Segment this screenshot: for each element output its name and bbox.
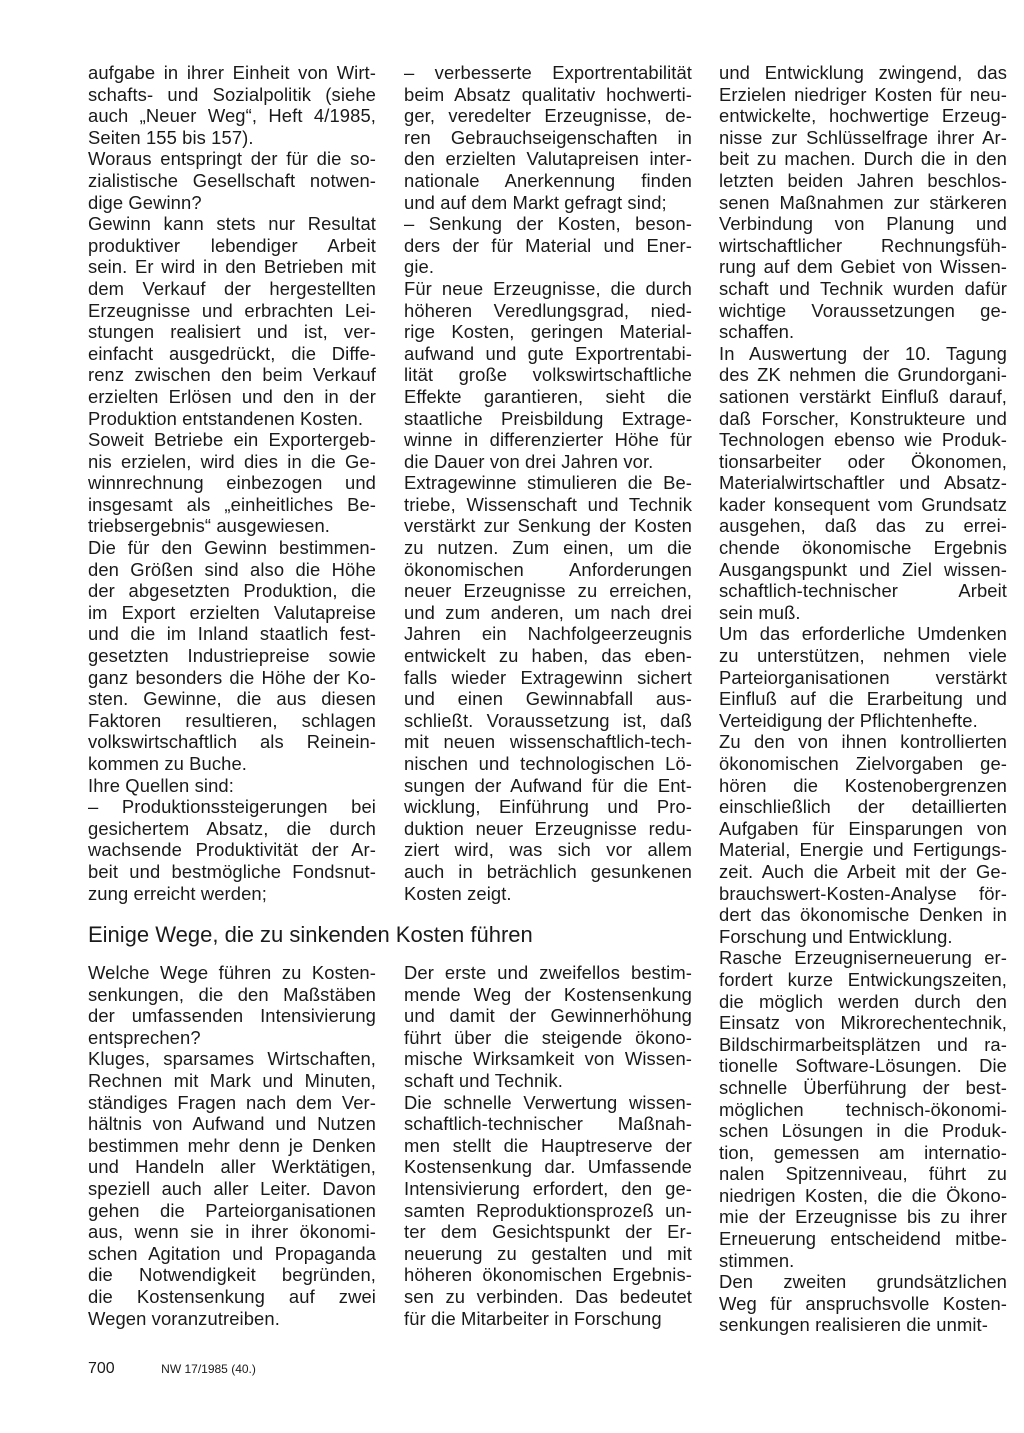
text-line: sen zu verbinden. Das bedeutet xyxy=(404,1285,692,1307)
text-line: hältnis von Aufwand und Nutzen xyxy=(88,1113,376,1135)
text-line: Einfluß auf die Erarbeitung und xyxy=(719,688,1007,710)
text-line: und zum anderen, um nach drei xyxy=(404,601,692,623)
text-line: duktion neuer Erzeugnisse redu- xyxy=(404,817,692,839)
text-line: Zu den von ihnen kontrollierten xyxy=(719,731,1007,753)
text-line: höheren Veredlungsgrad, nied- xyxy=(404,299,692,321)
text-line: Die schnelle Verwertung wissen- xyxy=(404,1091,692,1113)
text-line: beit zu machen. Durch die in den xyxy=(719,148,1007,170)
text-line: Soweit Betriebe ein Exportergeb- xyxy=(88,429,376,451)
text-line: ökonomischen Zielvorgaben ge- xyxy=(719,753,1007,774)
text-line: nischen und technologischen Lö- xyxy=(404,753,692,774)
text-line: erzielten Erlösen und den in der xyxy=(88,385,376,407)
text-line: der abgesetzten Produktion, die xyxy=(88,580,376,602)
text-line: ziert wird, was sich vor allem xyxy=(404,839,692,861)
text-line: Kosten zeigt. xyxy=(404,882,512,904)
text-line: senen Maßnahmen zur stärkeren xyxy=(719,191,1007,213)
text-line: fordert kurze Entwickungszeiten, xyxy=(719,968,1007,990)
text-line: triebe, Wissenschaft und Technik xyxy=(404,493,692,515)
text-line: ders der für Material und Ener- xyxy=(404,234,692,256)
text-line: neuer Erzeugnisse zu erreichen, xyxy=(404,580,692,602)
text-line: wachsende Produktivität der Ar- xyxy=(88,839,376,861)
text-line: schaftlich-technischer Maßnah- xyxy=(404,1113,692,1135)
text-line: und Entwicklung zwingend, das xyxy=(719,62,1007,83)
text-line: Seiten 155 bis 157). xyxy=(88,126,254,148)
text-line: sungen der Aufwand für die Ent- xyxy=(404,774,692,796)
text-line: Intensivierung erfordert, den ge- xyxy=(404,1177,692,1199)
text-line: triebsergebnis“ ausgewiesen. xyxy=(88,515,331,537)
text-line: produktiver lebendiger Arbeit xyxy=(88,234,376,256)
text-line: für die Mitarbeiter in Forschung xyxy=(404,1307,662,1329)
text-line: zu nutzen. Zum einen, um die xyxy=(404,537,692,559)
text-line: dem Verkauf der hergestellten xyxy=(88,277,376,299)
text-column-4 xyxy=(88,962,376,1329)
text-line: entsprechen? xyxy=(88,1026,201,1048)
text-line: einfacht ausgedrückt, die Diffe- xyxy=(88,342,376,364)
text-line: rige Kosten, geringen Material- xyxy=(404,321,692,343)
text-line: nisse zur Schlüsselfrage ihrer Ar- xyxy=(719,126,1007,148)
text-line: auch „Neuer Weg“, Heft 4/1985, xyxy=(88,105,376,127)
text-line: im Export erzielten Valutapreise xyxy=(88,601,376,623)
text-line: verstärkt zur Senkung der Kosten xyxy=(404,515,692,537)
text-line: entwickelte, hochwertige Erzeug- xyxy=(719,105,1007,127)
text-line: Kluges, sparsames Wirtschaften, xyxy=(88,1048,376,1070)
text-line: falls wieder Extragewinn sichert xyxy=(404,666,692,688)
text-line: staatliche Preisbildung Extrage- xyxy=(404,407,692,429)
text-line: wichtige Voraussetzungen ge- xyxy=(719,299,1007,321)
text-line: niedrigen Kosten, die die Ökono- xyxy=(719,1184,1007,1206)
text-line: zialistische Gesellschaft notwen- xyxy=(88,169,376,191)
text-line: Materialwirtschaftler und Absatz- xyxy=(719,472,1007,494)
text-line: stimmen. xyxy=(719,1249,795,1271)
text-line: Für neue Erzeugnisse, die durch xyxy=(404,277,692,299)
text-line: ger, veredelter Erzeugnisse, de- xyxy=(404,105,692,127)
text-line: Bildschirmarbeitsplätzen und ra- xyxy=(719,1033,1007,1055)
text-line: Gewinn kann stets nur Resultat xyxy=(88,213,376,235)
text-line: renz zwischen den beim Verkauf xyxy=(88,364,376,386)
text-line: Den zweiten grundsätzlichen xyxy=(719,1271,1007,1293)
text-line: In Auswertung der 10. Tagung xyxy=(719,342,1007,364)
text-line: schaftlich-technischer Arbeit xyxy=(719,580,1007,602)
text-line: – Senkung der Kosten, beson- xyxy=(404,213,692,235)
text-line: lität große volkswirtschaftliche xyxy=(404,364,692,386)
text-line: Effekte garantieren, sieht die xyxy=(404,385,692,407)
text-line: beim Absatz qualitativ hochwerti- xyxy=(404,83,692,105)
text-line: Wegen voranzutreiben. xyxy=(88,1307,280,1329)
text-line: ren Gebrauchseigenschaften in xyxy=(404,126,692,148)
text-line: und einen Gewinnabfall aus- xyxy=(404,688,692,710)
text-line: führt über die steigende ökono- xyxy=(404,1026,692,1048)
text-line: senkungen realisieren die unmit- xyxy=(719,1314,988,1336)
text-line: zu unterstützen, nehmen viele xyxy=(719,645,1007,667)
text-line: – Produktionssteigerungen bei xyxy=(88,796,376,818)
text-column-5 xyxy=(404,962,692,1329)
text-line: den Größen sind also die Höhe xyxy=(88,558,376,580)
text-line: schnelle Überführung der best- xyxy=(719,1076,1007,1098)
text-line: Erzeugnisse und erbrachten Lei- xyxy=(88,299,376,321)
text-line: winnrechnung einbezogen und xyxy=(88,472,376,494)
text-column-3 xyxy=(719,62,1007,1336)
text-line: Erzielen niedriger Kosten für neu- xyxy=(719,83,1007,105)
text-line: ökonomischen Anforderungen xyxy=(404,558,692,580)
text-line: ganz besonders die Höhe der Ko- xyxy=(88,666,376,688)
text-line: auch in beträchlich gesunkenen xyxy=(404,860,692,882)
text-line: des ZK nehmen die Grundorgani- xyxy=(719,364,1007,386)
text-line: winne in differenzierter Höhe für xyxy=(404,429,692,451)
page-number: 700 xyxy=(88,1360,115,1377)
text-line: Einsatz von Mikrorechentechnik, xyxy=(719,1012,1007,1034)
text-line: aufgabe in ihrer Einheit von Wirt- xyxy=(88,62,376,83)
text-column-1 xyxy=(88,62,376,904)
text-line: sten. Gewinne, die aus diesen xyxy=(88,688,376,710)
text-line: kommen zu Buche. xyxy=(88,753,248,774)
text-line: beit und bestmögliche Fondsnut- xyxy=(88,860,376,882)
text-line: Welche Wege führen zu Kosten- xyxy=(88,962,376,983)
text-line: sationen verstärkt Einfluß darauf, xyxy=(719,385,1007,407)
text-line: gehen die Parteiorganisationen xyxy=(88,1199,376,1221)
text-line: entwickelt zu haben, das eben- xyxy=(404,645,692,667)
text-line: Rasche Erzeugniserneuerung er- xyxy=(719,947,1007,969)
text-line: Woraus entspringt der für die so- xyxy=(88,148,376,170)
text-line: Material, Energie und Fertigungs- xyxy=(719,839,1007,861)
text-line: neuerung zu gestalten und mit xyxy=(404,1242,692,1264)
text-line: dige Gewinn? xyxy=(88,191,202,213)
text-line: hören die Kostenobergrenzen xyxy=(719,774,1007,796)
text-line: aufwand und gute Exportrentabi- xyxy=(404,342,692,364)
text-line: chende ökonomische Ergebnis xyxy=(719,537,1007,559)
text-line: Der erste und zweifellos bestim- xyxy=(404,962,692,983)
text-line: höheren ökonomischen Ergebnis- xyxy=(404,1264,692,1286)
text-line: Ihre Quellen sind: xyxy=(88,774,234,796)
section-heading: Einige Wege, die zu sinkenden Kosten führen xyxy=(88,922,533,947)
text-line: Weg für anspruchsvolle Kosten- xyxy=(719,1292,1007,1314)
text-line: Aufgaben für Einsparungen von xyxy=(719,817,1007,839)
text-line: schaft und Technik. xyxy=(404,1069,564,1091)
text-line: insgesamt als „einheitliches Be- xyxy=(88,493,376,515)
text-line: tionelle Software-Lösungen. Die xyxy=(719,1055,1007,1077)
text-line: kader konsequent vom Grundsatz xyxy=(719,493,1007,515)
text-line: sein muß. xyxy=(719,601,801,623)
text-line: und die im Inland staatlich fest- xyxy=(88,623,376,645)
text-line: dert das ökonomische Denken in xyxy=(719,904,1007,926)
text-line: daß Forscher, Konstrukteure und xyxy=(719,407,1007,429)
text-line: die Kostensenkung auf zwei xyxy=(88,1285,376,1307)
text-line: die möglich werden durch den xyxy=(719,990,1007,1012)
text-line: und damit der Gewinnerhöhung xyxy=(404,1005,692,1027)
text-line: Die für den Gewinn bestimmen- xyxy=(88,537,376,559)
text-line: ter dem Gesichtspunkt der Er- xyxy=(404,1221,692,1243)
text-line: tion, gemessen am internatio- xyxy=(719,1141,1007,1163)
text-line: nis erzielen, wird dies in die Ge- xyxy=(88,450,376,472)
text-line: schafts- und Sozialpolitik (siehe xyxy=(88,83,376,105)
text-line: Um das erforderliche Umdenken xyxy=(719,623,1007,645)
text-line: Parteiorganisationen verstärkt xyxy=(719,666,1007,688)
text-line: men stellt die Hauptreserve der xyxy=(404,1134,692,1156)
text-line: die Dauer von drei Jahren vor. xyxy=(404,450,654,472)
text-line: Kostensenkung dar. Umfassende xyxy=(404,1156,692,1178)
text-line: schaffen. xyxy=(719,321,795,343)
text-line: schaft und Technik wurden dafür xyxy=(719,277,1007,299)
page-footer xyxy=(88,1359,256,1379)
text-line: – verbesserte Exportrentabilität xyxy=(404,62,692,83)
text-line: Faktoren resultieren, schlagen xyxy=(88,709,376,731)
text-line: stungen realisiert und ist, ver- xyxy=(88,321,376,343)
text-line: Extragewinne stimulieren die Be- xyxy=(404,472,692,494)
text-line: brauchswert-Kosten-Analyse för- xyxy=(719,882,1007,904)
text-line: mie der Erzeugnisse bis zu ihrer xyxy=(719,1206,1007,1228)
text-line: Verteidigung der Pflichtenhefte. xyxy=(719,709,978,731)
text-line: bestimmen mehr denn je Denken xyxy=(88,1134,376,1156)
text-line: und auf dem Markt gefragt sind; xyxy=(404,191,667,213)
text-line: und Handeln aller Werktätigen, xyxy=(88,1156,376,1178)
text-line: schen Lösungen in die Produk- xyxy=(719,1120,1007,1142)
text-line: Rechnen mit Mark und Minuten, xyxy=(88,1069,376,1091)
text-line: Jahren ein Nachfolgeerzeugnis xyxy=(404,623,692,645)
text-line: wirtschaftlicher Rechnungsfüh- xyxy=(719,234,1007,256)
text-line: einschließlich der detaillierten xyxy=(719,796,1007,818)
text-line: Forschung und Entwicklung. xyxy=(719,925,953,947)
text-line: nalen Spitzenniveau, führt zu xyxy=(719,1163,1007,1185)
text-line: nationale Anerkennung finden xyxy=(404,169,692,191)
text-line: wicklung, Einführung und Pro- xyxy=(404,796,692,818)
text-line: sein. Er wird in den Betrieben mit xyxy=(88,256,376,278)
text-line: den erzielten Valutapreisen inter- xyxy=(404,148,692,170)
text-line: zeit. Auch die Arbeit mit der Ge- xyxy=(719,860,1007,882)
text-line: schließt. Voraussetzung ist, daß xyxy=(404,709,692,731)
text-line: Erneuerung entscheidend mitbe- xyxy=(719,1228,1007,1250)
text-line: gesichertem Absatz, die durch xyxy=(88,817,376,839)
text-line: letzten beiden Jahren beschlos- xyxy=(719,169,1007,191)
text-line: Technologen ebenso wie Produk- xyxy=(719,429,1007,451)
text-line: der umfassenden Intensivierung xyxy=(88,1005,376,1027)
text-line: mit neuen wissenschaftlich-tech- xyxy=(404,731,692,753)
text-line: die Notwendigkeit begründen, xyxy=(88,1264,376,1286)
text-line: senkungen, die den Maßstäben xyxy=(88,983,376,1005)
text-line: gie. xyxy=(404,256,435,278)
text-line: Produktion entstandenen Kosten. xyxy=(88,407,364,429)
text-line: volkswirtschaftlich als Reinein- xyxy=(88,731,376,753)
text-line: Ausgangspunkt und Ziel wissen- xyxy=(719,558,1007,580)
text-line: ausgehen, daß das zu errei- xyxy=(719,515,1007,537)
text-line: aus, wenn sie in ihrer ökonomi- xyxy=(88,1221,376,1243)
text-line: ständiges Fragen nach dem Ver- xyxy=(88,1091,376,1113)
text-line: möglichen technisch-ökonomi- xyxy=(719,1098,1007,1120)
text-line: gesetzten Industriepreise sowie xyxy=(88,645,376,667)
text-line: schen Agitation und Propaganda xyxy=(88,1242,376,1264)
text-line: rung auf dem Gebiet von Wissen- xyxy=(719,256,1007,278)
text-line: Verbindung von Planung und xyxy=(719,213,1007,235)
text-column-2 xyxy=(404,62,692,904)
text-line: zung erreicht werden; xyxy=(88,882,267,904)
text-line: tionsarbeiter oder Ökonomen, xyxy=(719,450,1007,472)
text-line: mende Weg der Kostensenkung xyxy=(404,983,692,1005)
text-line: samten Reproduktionsprozeß un- xyxy=(404,1199,692,1221)
issue-reference: NW 17/1985 (40.) xyxy=(161,1362,256,1376)
text-line: speziell auch aller Leiter. Davon xyxy=(88,1177,376,1199)
text-line: mische Wirksamkeit von Wissen- xyxy=(404,1048,692,1070)
